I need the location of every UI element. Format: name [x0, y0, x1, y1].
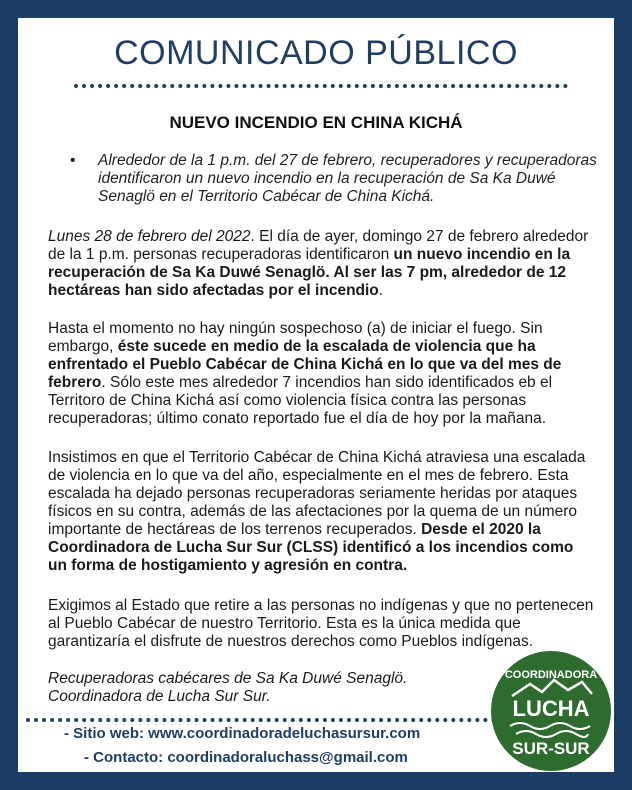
paragraph-2-bold: éste sucede en medio de la escalada de violencia que ha enfrentado el Pueblo Cabécar de China Kichá en lo que va del mes de febrero — [48, 338, 562, 391]
bullet-icon: • — [70, 152, 76, 169]
paragraph-1-bold: un nuevo incendio en la recuperación de Sa Ka Duwé Senaglö. Al ser las 7 pm, alrededor de 12 hectáreas han sido afectadas por el incendio — [48, 246, 571, 299]
page-title: COMUNICADO PÚBLICO — [114, 34, 518, 72]
paragraph-3-bold: Desde el 2020 la Coordinadora de Lucha Sur Sur (CLSS) identificó a los incendios como un forma de hostigamiento y agresión en contra. — [48, 521, 574, 574]
paragraph-4 — [48, 597, 596, 651]
contact-email[interactable]: - Contacto: coordinadoraluchass@gmail.com — [84, 749, 408, 766]
logo-line-2: LUCHA — [512, 696, 590, 721]
paragraph-2 — [48, 320, 596, 428]
signature-line-1: Recuperadoras cabécares de Sa Ka Duwé Senaglö. — [48, 670, 408, 687]
headline: NUEVO INCENDIO EN CHINA KICHÁ — [169, 113, 463, 132]
dotted-divider-top — [74, 84, 568, 88]
paragraph-3 — [48, 449, 596, 575]
dotted-divider-bottom — [26, 718, 496, 722]
coordinadora-logo — [490, 650, 612, 772]
paragraph-3-text: Insistimos en que el Territorio Cabécar de China Kichá atraviesa una escalada de violencia en lo que va del año, especialmente en el mes de febrero. Esta escalada ha dejado personas recuperadoras seriamente heridas por ataques físicos en su contra, además de las afectaciones por la quema de un número importante de hectáreas de los terrenos recuperados. — [48, 449, 586, 538]
paragraph-date: Lunes 28 de febrero del 2022 — [48, 228, 251, 245]
bullet-text: Alrededor de la 1 p.m. del 27 de febrero, recuperadores y recuperadoras identificaron un nuevo incendio en la recuperación de Sa Ka Duwé Senaglö en el Territorio Cabécar de China Kichá. — [98, 152, 597, 205]
paragraph-2-text: Hasta el momento no hay ningún sospechoso (a) de iniciar el fuego. Sin embargo, — [48, 320, 543, 355]
logo-line-3: SUR-SUR — [512, 739, 590, 758]
paragraph-1-end: . — [378, 282, 384, 299]
signature-line-2: Coordinadora de Lucha Sur Sur. — [48, 688, 271, 705]
logo-line-1: COORDINADORA — [504, 669, 598, 681]
page-frame — [18, 18, 614, 772]
paragraph-1-text: . El día de ayer, domingo 27 de febrero alrededor de la 1 p.m. personas recuperadoras identificaron — [48, 228, 589, 263]
paragraph-1 — [48, 228, 596, 300]
website-link[interactable]: - Sitio web: www.coordinadoradeluchasursur.com — [64, 725, 421, 742]
paragraph-4-text: Exigimos al Estado que retire a las personas no indígenas y que no pertenecen al Pueblo Cabécar de nuestro Territorio. Esta es la única medida que garantizaría el disfrute de nuestros derechos como Pueblos indígenas. — [48, 597, 594, 650]
paragraph-2-end: . Sólo este mes alrededor 7 incendios han sido identificados eb el Territoro de China Kichá así como violencia física contra las personas recuperadoras; último conato reportado fue el día de hoy por la mañana. — [48, 374, 553, 427]
